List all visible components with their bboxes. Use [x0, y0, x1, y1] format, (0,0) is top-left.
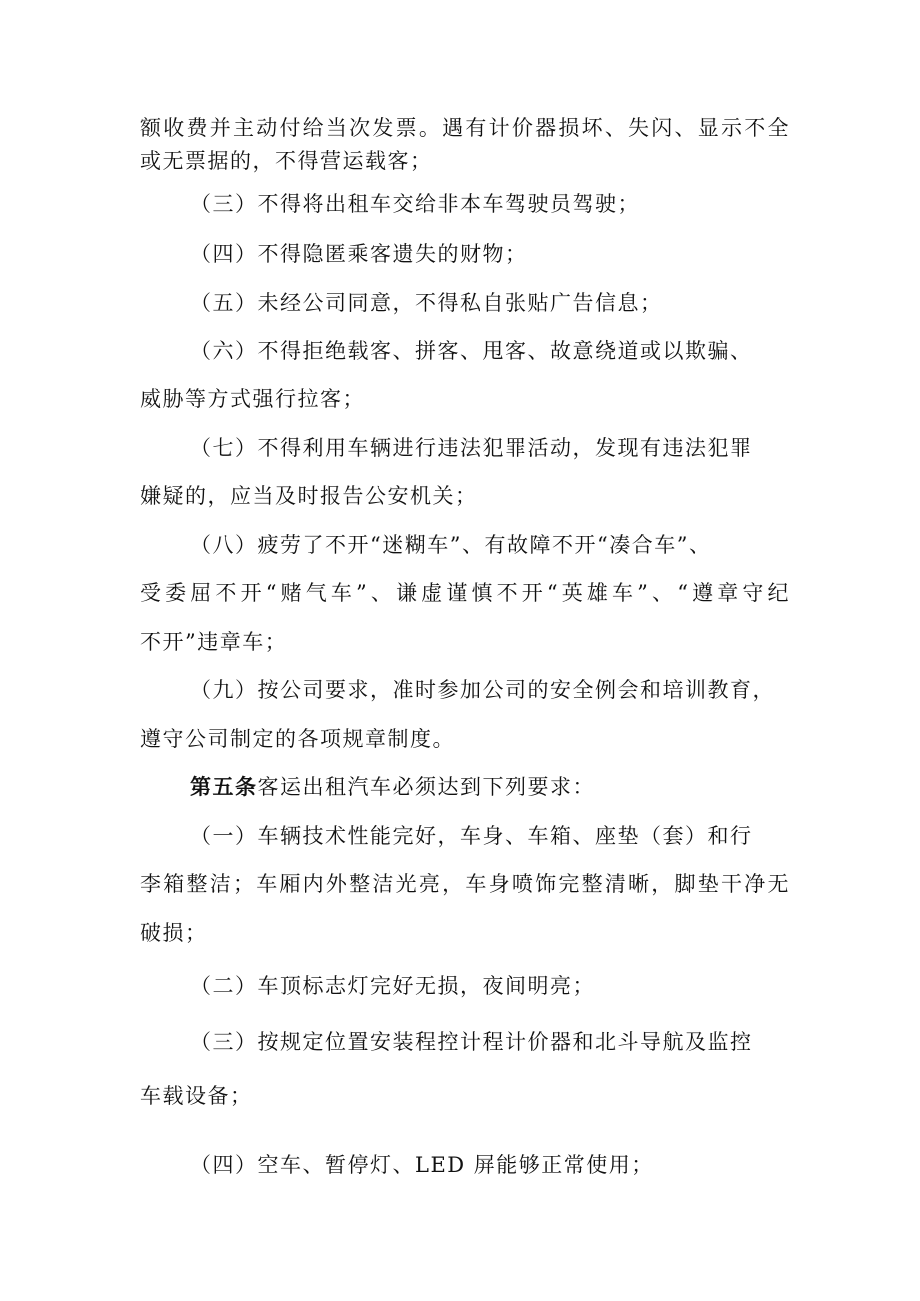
article-5-text: 客运出租汽车必须达到下列要求： — [257, 775, 595, 799]
article-5-heading: 第五条 — [190, 774, 258, 799]
list-item-1: （一）车辆技术性能完好，车身、车箱、座垫（套）和行 — [190, 824, 753, 848]
list-item-8: （八）疲劳了不开“迷糊车”、有故障不开“凑合车”、 — [190, 533, 712, 557]
paragraph-line: 额收费并主动付给当次发票。遇有计价器损坏、失闪、显示不全 — [140, 116, 790, 140]
article-5-line — [190, 773, 840, 801]
paragraph-line: 破损； — [140, 921, 208, 945]
paragraph-line: 遵守公司制定的各项规章制度。 — [140, 727, 455, 751]
list-item-3: （三）不得将出租车交给非本车驾驶员驾驶； — [190, 192, 640, 216]
paragraph-line: 威胁等方式强行拉客； — [140, 387, 365, 411]
list-item-9: （九）按公司要求，准时参加公司的安全例会和培训教育， — [190, 678, 775, 702]
list-item-5: （五）未经公司同意，不得私自张贴广告信息； — [190, 291, 663, 315]
paragraph-line: 不开”违章车； — [140, 630, 288, 654]
paragraph-line: 或无票据的，不得营运载客； — [140, 149, 433, 173]
list-item-4b: （四）空车、暂停灯、LED 屏能够正常使用； — [190, 1153, 654, 1177]
list-item-6: （六）不得拒绝载客、拼客、甩客、故意绕道或以欺骗、 — [190, 339, 753, 363]
list-item-2: （二）车顶标志灯完好无损，夜间明亮； — [190, 974, 595, 998]
list-item-3b: （三）按规定位置安装程控计程计价器和北斗导航及监控 — [190, 1030, 753, 1054]
paragraph-line: 嫌疑的，应当及时报告公安机关； — [140, 484, 478, 508]
list-item-7: （七）不得利用车辆进行违法犯罪活动，发现有违法犯罪 — [190, 436, 753, 460]
paragraph-line: 车载设备； — [140, 1084, 253, 1108]
list-item-4: （四）不得隐匿乘客遗失的财物； — [190, 242, 528, 266]
paragraph-line: 受委屈不开“赌气车”、谦虚谨慎不开“英雄车”、“遵章守纪 — [140, 581, 790, 605]
paragraph-line: 李箱整洁；车厢内外整洁光亮，车身喷饰完整清晰，脚垫干净无 — [140, 872, 790, 896]
